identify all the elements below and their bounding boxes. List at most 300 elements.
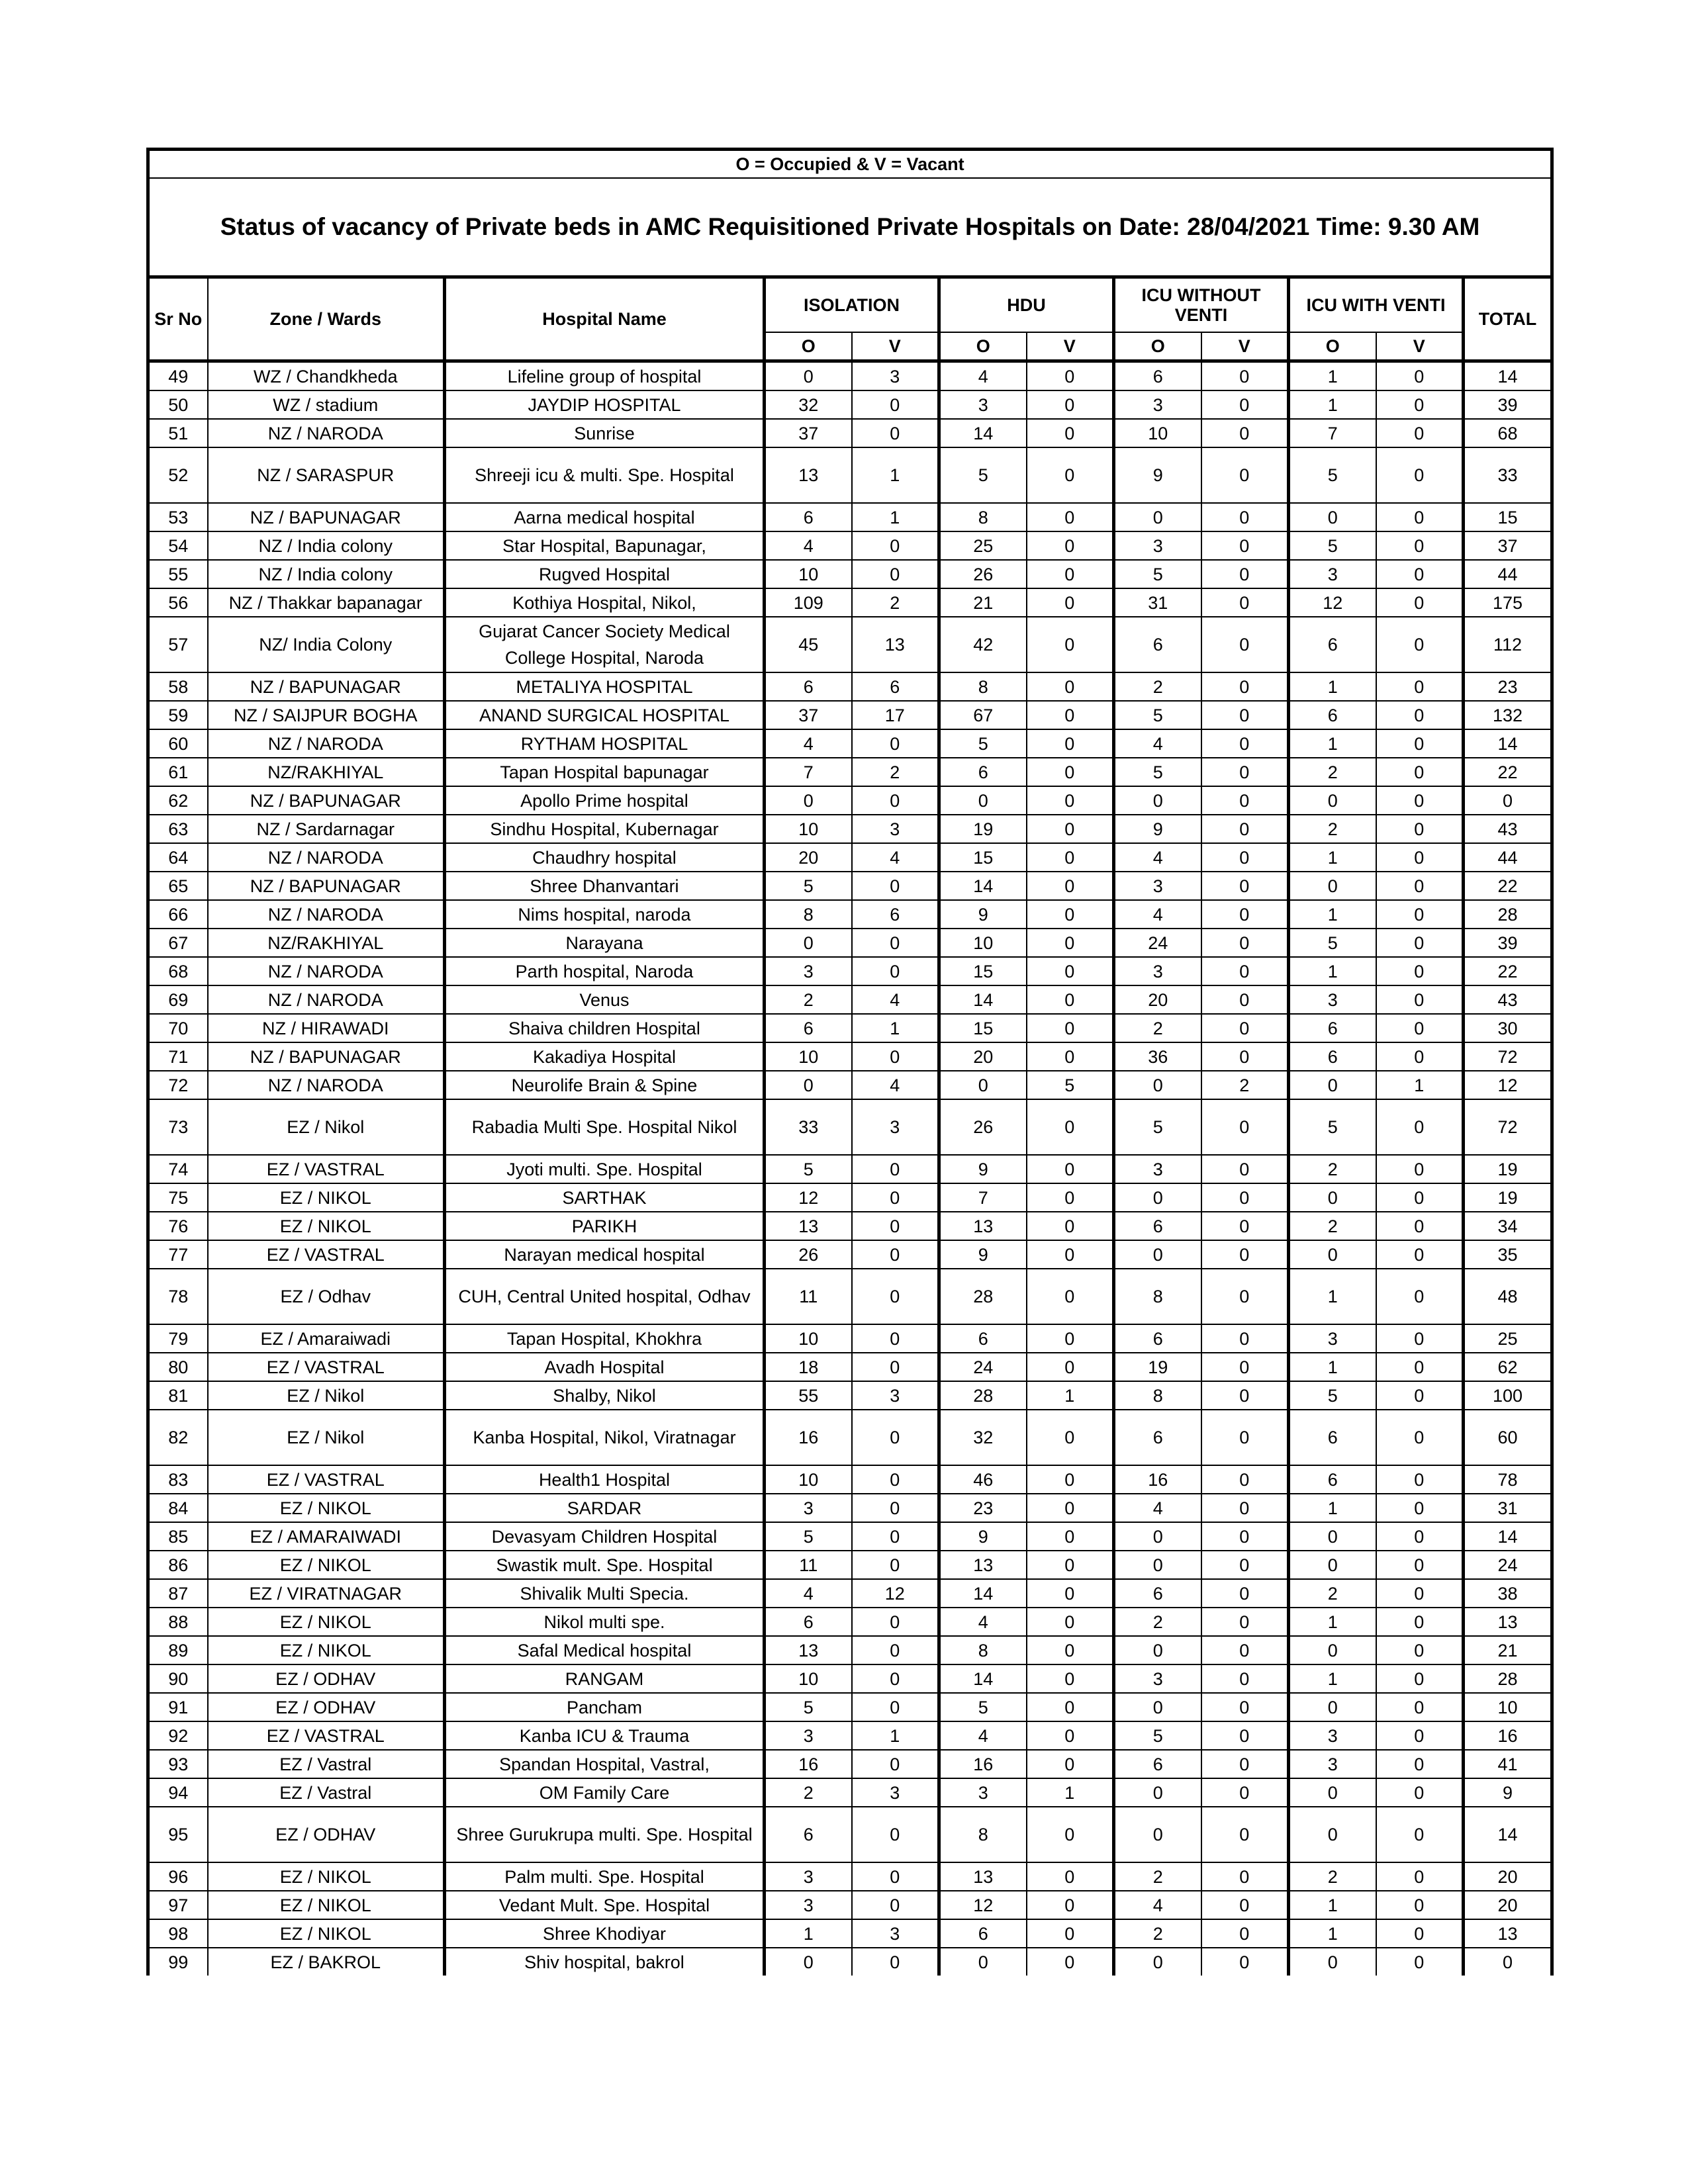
cell-icu-without-venti-o: 0 (1114, 786, 1201, 815)
cell-icu-with-venti-o: 0 (1289, 1240, 1376, 1269)
cell-isolation-o: 5 (765, 872, 852, 900)
table-row (148, 1750, 1552, 1778)
cell-isolation-o: 20 (765, 843, 852, 872)
cell-hdu-o: 6 (939, 1919, 1027, 1948)
cell-isolation-o: 8 (765, 900, 852, 929)
table-row (148, 1693, 1552, 1721)
cell-hospital-name: Kanba ICU & Trauma (445, 1721, 765, 1750)
table-row (148, 1099, 1552, 1155)
cell-zone: NZ / India colony (208, 560, 445, 588)
cell-icu-with-venti-v: 0 (1376, 1465, 1464, 1494)
cell-isolation-o: 55 (765, 1381, 852, 1410)
cell-icu-without-venti-o: 0 (1114, 1240, 1201, 1269)
cell-isolation-o: 7 (765, 758, 852, 786)
cell-hdu-v: 0 (1027, 1183, 1114, 1212)
cell-icu-with-venti-v: 0 (1376, 900, 1464, 929)
cell-icu-without-venti-o: 5 (1114, 560, 1201, 588)
cell-hdu-o: 20 (939, 1042, 1027, 1071)
cell-hdu-v: 0 (1027, 1551, 1114, 1579)
cell-hdu-v: 0 (1027, 617, 1114, 672)
cell-hdu-o: 28 (939, 1269, 1027, 1324)
cell-total: 23 (1464, 672, 1552, 701)
cell-icu-without-venti-o: 4 (1114, 1494, 1201, 1522)
cell-isolation-v: 4 (852, 985, 939, 1014)
cell-zone: EZ / BAKROL (208, 1948, 445, 1976)
cell-icu-with-venti-v: 0 (1376, 843, 1464, 872)
cell-hospital-name: Sindhu Hospital, Kubernagar (445, 815, 765, 843)
cell-isolation-v: 0 (852, 390, 939, 419)
table-row (148, 1410, 1552, 1465)
cell-zone: EZ / Odhav (208, 1269, 445, 1324)
cell-hospital-name: Venus (445, 985, 765, 1014)
cell-sr-no: 87 (148, 1579, 208, 1608)
table-row (148, 729, 1552, 758)
cell-hdu-o: 8 (939, 1636, 1027, 1664)
cell-hdu-v: 1 (1027, 1778, 1114, 1807)
cell-hdu-v: 0 (1027, 531, 1114, 560)
table-row (148, 1664, 1552, 1693)
cell-icu-without-venti-o: 4 (1114, 1891, 1201, 1919)
cell-hdu-v: 0 (1027, 1522, 1114, 1551)
cell-zone: EZ / ODHAV (208, 1664, 445, 1693)
cell-sr-no: 79 (148, 1324, 208, 1353)
cell-icu-with-venti-v: 0 (1376, 985, 1464, 1014)
cell-sr-no: 84 (148, 1494, 208, 1522)
cell-total: 14 (1464, 1807, 1552, 1862)
cell-total: 28 (1464, 1664, 1552, 1693)
table-row (148, 1636, 1552, 1664)
cell-zone: EZ / VASTRAL (208, 1721, 445, 1750)
cell-sr-no: 70 (148, 1014, 208, 1042)
cell-hdu-v: 0 (1027, 1664, 1114, 1693)
cell-icu-without-venti-o: 4 (1114, 900, 1201, 929)
cell-hospital-name: Kanba Hospital, Nikol, Viratnagar (445, 1410, 765, 1465)
cell-hdu-o: 42 (939, 617, 1027, 672)
cell-icu-without-venti-o: 24 (1114, 929, 1201, 957)
cell-hdu-v: 0 (1027, 672, 1114, 701)
cell-icu-without-venti-o: 6 (1114, 1212, 1201, 1240)
cell-hospital-name: Health1 Hospital (445, 1465, 765, 1494)
header-total: TOTAL (1464, 277, 1552, 361)
cell-isolation-v: 0 (852, 1353, 939, 1381)
cell-hdu-o: 10 (939, 929, 1027, 957)
cell-icu-without-venti-v: 0 (1201, 872, 1289, 900)
cell-icu-with-venti-v: 0 (1376, 1778, 1464, 1807)
cell-icu-with-venti-v: 0 (1376, 1693, 1464, 1721)
cell-hdu-v: 0 (1027, 957, 1114, 985)
cell-sr-no: 91 (148, 1693, 208, 1721)
cell-icu-with-venti-v: 0 (1376, 1721, 1464, 1750)
cell-isolation-v: 0 (852, 560, 939, 588)
cell-icu-with-venti-o: 1 (1289, 361, 1376, 391)
cell-hdu-v: 0 (1027, 1636, 1114, 1664)
cell-zone: NZ / BAPUNAGAR (208, 786, 445, 815)
cell-isolation-o: 11 (765, 1551, 852, 1579)
cell-hdu-o: 21 (939, 588, 1027, 617)
cell-icu-without-venti-v: 0 (1201, 1636, 1289, 1664)
cell-icu-without-venti-o: 3 (1114, 390, 1201, 419)
cell-isolation-o: 13 (765, 447, 852, 503)
cell-hospital-name: PARIKH (445, 1212, 765, 1240)
cell-icu-without-venti-v: 0 (1201, 815, 1289, 843)
cell-icu-without-venti-v: 0 (1201, 617, 1289, 672)
table-row (148, 390, 1552, 419)
cell-icu-without-venti-o: 9 (1114, 447, 1201, 503)
table-row (148, 361, 1552, 391)
cell-hospital-name: Narayana (445, 929, 765, 957)
cell-icu-with-venti-o: 2 (1289, 1155, 1376, 1183)
cell-icu-with-venti-o: 6 (1289, 1042, 1376, 1071)
cell-total: 13 (1464, 1608, 1552, 1636)
cell-icu-without-venti-v: 0 (1201, 1353, 1289, 1381)
cell-hdu-o: 8 (939, 672, 1027, 701)
cell-hdu-o: 24 (939, 1353, 1027, 1381)
cell-isolation-v: 0 (852, 729, 939, 758)
cell-hdu-v: 5 (1027, 1071, 1114, 1099)
cell-isolation-v: 0 (852, 1807, 939, 1862)
cell-isolation-v: 0 (852, 1693, 939, 1721)
table-row (148, 758, 1552, 786)
table-row (148, 1212, 1552, 1240)
cell-icu-with-venti-o: 1 (1289, 957, 1376, 985)
cell-sr-no: 60 (148, 729, 208, 758)
cell-total: 24 (1464, 1551, 1552, 1579)
cell-isolation-o: 13 (765, 1212, 852, 1240)
cell-isolation-o: 18 (765, 1353, 852, 1381)
cell-icu-with-venti-v: 0 (1376, 1522, 1464, 1551)
cell-hdu-o: 13 (939, 1862, 1027, 1891)
table-row (148, 957, 1552, 985)
header-icu-without-venti: ICU WITHOUT VENTI (1114, 277, 1289, 333)
cell-sr-no: 75 (148, 1183, 208, 1212)
cell-isolation-v: 0 (852, 1240, 939, 1269)
cell-icu-without-venti-v: 0 (1201, 1608, 1289, 1636)
cell-isolation-o: 37 (765, 419, 852, 447)
cell-icu-without-venti-o: 0 (1114, 1551, 1201, 1579)
cell-icu-without-venti-v: 0 (1201, 1014, 1289, 1042)
cell-isolation-o: 0 (765, 361, 852, 391)
table-row (148, 1919, 1552, 1948)
cell-sr-no: 86 (148, 1551, 208, 1579)
cell-total: 30 (1464, 1014, 1552, 1042)
cell-icu-without-venti-v: 0 (1201, 957, 1289, 985)
cell-icu-without-venti-o: 0 (1114, 1071, 1201, 1099)
cell-icu-without-venti-o: 9 (1114, 815, 1201, 843)
cell-isolation-v: 4 (852, 843, 939, 872)
cell-icu-without-venti-o: 4 (1114, 843, 1201, 872)
cell-icu-without-venti-v: 0 (1201, 390, 1289, 419)
cell-icu-with-venti-v: 0 (1376, 758, 1464, 786)
cell-isolation-o: 3 (765, 1862, 852, 1891)
cell-icu-without-venti-v: 0 (1201, 1212, 1289, 1240)
cell-icu-with-venti-o: 5 (1289, 1381, 1376, 1410)
cell-icu-without-venti-v: 0 (1201, 1948, 1289, 1976)
cell-sr-no: 69 (148, 985, 208, 1014)
cell-icu-without-venti-o: 0 (1114, 1636, 1201, 1664)
cell-icu-with-venti-o: 1 (1289, 1664, 1376, 1693)
cell-hospital-name: Shaiva children Hospital (445, 1014, 765, 1042)
cell-total: 60 (1464, 1410, 1552, 1465)
cell-icu-without-venti-v: 0 (1201, 900, 1289, 929)
table-row (148, 588, 1552, 617)
cell-zone: NZ / BAPUNAGAR (208, 672, 445, 701)
cell-icu-with-venti-v: 0 (1376, 531, 1464, 560)
cell-icu-without-venti-v: 0 (1201, 447, 1289, 503)
cell-hdu-o: 14 (939, 419, 1027, 447)
cell-icu-with-venti-o: 7 (1289, 419, 1376, 447)
cell-icu-with-venti-v: 0 (1376, 815, 1464, 843)
cell-total: 22 (1464, 957, 1552, 985)
cell-total: 16 (1464, 1721, 1552, 1750)
table-row (148, 1551, 1552, 1579)
cell-zone: NZ/ India Colony (208, 617, 445, 672)
cell-isolation-v: 17 (852, 701, 939, 729)
cell-isolation-v: 0 (852, 419, 939, 447)
cell-icu-with-venti-o: 1 (1289, 1891, 1376, 1919)
cell-icu-with-venti-v: 0 (1376, 1664, 1464, 1693)
cell-icu-without-venti-o: 8 (1114, 1269, 1201, 1324)
cell-total: 13 (1464, 1919, 1552, 1948)
cell-isolation-v: 6 (852, 672, 939, 701)
cell-total: 39 (1464, 929, 1552, 957)
cell-icu-without-venti-o: 3 (1114, 957, 1201, 985)
table-row (148, 1183, 1552, 1212)
cell-icu-with-venti-o: 0 (1289, 1551, 1376, 1579)
cell-isolation-o: 10 (765, 1042, 852, 1071)
cell-icu-with-venti-o: 2 (1289, 1862, 1376, 1891)
cell-zone: NZ / HIRAWADI (208, 1014, 445, 1042)
cell-icu-with-venti-v: 1 (1376, 1071, 1464, 1099)
cell-icu-without-venti-v: 0 (1201, 1522, 1289, 1551)
cell-icu-with-venti-o: 6 (1289, 1410, 1376, 1465)
cell-sr-no: 54 (148, 531, 208, 560)
cell-isolation-o: 2 (765, 1778, 852, 1807)
cell-icu-with-venti-v: 0 (1376, 1807, 1464, 1862)
cell-hdu-o: 8 (939, 1807, 1027, 1862)
cell-hdu-o: 32 (939, 1410, 1027, 1465)
cell-isolation-o: 0 (765, 1948, 852, 1976)
cell-icu-with-venti-v: 0 (1376, 1155, 1464, 1183)
cell-isolation-o: 5 (765, 1522, 852, 1551)
cell-sr-no: 78 (148, 1269, 208, 1324)
cell-hospital-name: Lifeline group of hospital (445, 361, 765, 391)
cell-icu-with-venti-o: 3 (1289, 1721, 1376, 1750)
cell-hdu-v: 0 (1027, 447, 1114, 503)
cell-zone: EZ / NIKOL (208, 1212, 445, 1240)
cell-icu-without-venti-v: 0 (1201, 1807, 1289, 1862)
cell-isolation-v: 0 (852, 1269, 939, 1324)
cell-icu-without-venti-v: 0 (1201, 929, 1289, 957)
cell-isolation-v: 0 (852, 929, 939, 957)
cell-sr-no: 61 (148, 758, 208, 786)
cell-icu-with-venti-v: 0 (1376, 1891, 1464, 1919)
cell-isolation-v: 2 (852, 758, 939, 786)
cell-total: 34 (1464, 1212, 1552, 1240)
cell-zone: EZ / VASTRAL (208, 1465, 445, 1494)
cell-hdu-v: 0 (1027, 1750, 1114, 1778)
table-row (148, 560, 1552, 588)
cell-isolation-v: 2 (852, 588, 939, 617)
cell-icu-with-venti-o: 6 (1289, 1465, 1376, 1494)
cell-hdu-o: 67 (939, 701, 1027, 729)
cell-total: 22 (1464, 872, 1552, 900)
cell-icu-without-venti-v: 0 (1201, 1778, 1289, 1807)
cell-icu-with-venti-v: 0 (1376, 1862, 1464, 1891)
cell-zone: EZ / Vastral (208, 1750, 445, 1778)
cell-hospital-name: ANAND SURGICAL HOSPITAL (445, 701, 765, 729)
table-row (148, 929, 1552, 957)
cell-hdu-v: 0 (1027, 1212, 1114, 1240)
cell-zone: EZ / NIKOL (208, 1551, 445, 1579)
cell-hdu-o: 0 (939, 786, 1027, 815)
cell-zone: NZ / BAPUNAGAR (208, 872, 445, 900)
header-isolation: ISOLATION (765, 277, 939, 333)
cell-icu-with-venti-o: 1 (1289, 1269, 1376, 1324)
cell-sr-no: 72 (148, 1071, 208, 1099)
table-row (148, 419, 1552, 447)
cell-icu-with-venti-v: 0 (1376, 1324, 1464, 1353)
cell-sr-no: 67 (148, 929, 208, 957)
cell-isolation-o: 11 (765, 1269, 852, 1324)
cell-total: 132 (1464, 701, 1552, 729)
table-row (148, 1014, 1552, 1042)
table-row (148, 786, 1552, 815)
cell-isolation-o: 3 (765, 1721, 852, 1750)
cell-hospital-name: Rugved Hospital (445, 560, 765, 588)
cell-hospital-name: Kothiya Hospital, Nikol, (445, 588, 765, 617)
header-sr-no: Sr No (148, 277, 208, 361)
cell-total: 19 (1464, 1183, 1552, 1212)
cell-icu-with-venti-v: 0 (1376, 1381, 1464, 1410)
header-hdu: HDU (939, 277, 1114, 333)
cell-icu-with-venti-v: 0 (1376, 1183, 1464, 1212)
cell-icu-without-venti-o: 5 (1114, 1099, 1201, 1155)
table-row (148, 1948, 1552, 1976)
cell-icu-with-venti-v: 0 (1376, 1579, 1464, 1608)
cell-isolation-v: 0 (852, 1750, 939, 1778)
cell-icu-without-venti-v: 0 (1201, 1919, 1289, 1948)
cell-isolation-o: 0 (765, 1071, 852, 1099)
cell-total: 25 (1464, 1324, 1552, 1353)
cell-hospital-name: Tapan Hospital, Khokhra (445, 1324, 765, 1353)
cell-hdu-o: 26 (939, 1099, 1027, 1155)
cell-zone: EZ / VIRATNAGAR (208, 1579, 445, 1608)
cell-icu-without-venti-v: 0 (1201, 588, 1289, 617)
cell-zone: NZ / NARODA (208, 900, 445, 929)
cell-icu-without-venti-v: 0 (1201, 1240, 1289, 1269)
cell-zone: NZ / NARODA (208, 985, 445, 1014)
cell-isolation-v: 13 (852, 617, 939, 672)
cell-hospital-name: Nims hospital, naroda (445, 900, 765, 929)
cell-icu-with-venti-v: 0 (1376, 1919, 1464, 1948)
cell-icu-without-venti-v: 0 (1201, 1324, 1289, 1353)
cell-icu-with-venti-o: 1 (1289, 1353, 1376, 1381)
cell-hospital-name: Rabadia Multi Spe. Hospital Nikol (445, 1099, 765, 1155)
cell-icu-with-venti-o: 0 (1289, 1807, 1376, 1862)
cell-hdu-v: 0 (1027, 1324, 1114, 1353)
cell-icu-with-venti-v: 0 (1376, 1042, 1464, 1071)
bed-vacancy-table (146, 148, 1554, 1976)
cell-icu-with-venti-v: 0 (1376, 361, 1464, 391)
cell-hospital-name: Palm multi. Spe. Hospital (445, 1862, 765, 1891)
cell-hdu-o: 0 (939, 1071, 1027, 1099)
cell-icu-with-venti-o: 3 (1289, 1324, 1376, 1353)
cell-hdu-v: 0 (1027, 390, 1114, 419)
cell-sr-no: 57 (148, 617, 208, 672)
cell-hospital-name: Gujarat Cancer Society Medical College Hospital, Naroda (445, 617, 765, 672)
cell-total: 43 (1464, 985, 1552, 1014)
cell-sr-no: 65 (148, 872, 208, 900)
table-row (148, 503, 1552, 531)
cell-icu-without-venti-v: 0 (1201, 672, 1289, 701)
cell-hdu-v: 0 (1027, 729, 1114, 758)
cell-isolation-v: 0 (852, 1948, 939, 1976)
cell-hospital-name: CUH, Central United hospital, Odhav (445, 1269, 765, 1324)
table-row (148, 1042, 1552, 1071)
cell-icu-without-venti-v: 0 (1201, 1693, 1289, 1721)
cell-hdu-o: 13 (939, 1551, 1027, 1579)
cell-icu-without-venti-o: 20 (1114, 985, 1201, 1014)
cell-icu-without-venti-o: 3 (1114, 531, 1201, 560)
cell-icu-without-venti-v: 0 (1201, 1551, 1289, 1579)
cell-sr-no: 82 (148, 1410, 208, 1465)
cell-hdu-o: 5 (939, 729, 1027, 758)
cell-icu-without-venti-v: 0 (1201, 1750, 1289, 1778)
cell-icu-without-venti-o: 19 (1114, 1353, 1201, 1381)
cell-hdu-v: 0 (1027, 503, 1114, 531)
cell-icu-without-venti-v: 0 (1201, 1155, 1289, 1183)
cell-isolation-o: 5 (765, 1693, 852, 1721)
table-row (148, 1862, 1552, 1891)
cell-icu-without-venti-v: 0 (1201, 985, 1289, 1014)
cell-icu-with-venti-v: 0 (1376, 1014, 1464, 1042)
cell-total: 41 (1464, 1750, 1552, 1778)
cell-hdu-o: 15 (939, 957, 1027, 985)
cell-sr-no: 77 (148, 1240, 208, 1269)
cell-hdu-o: 14 (939, 1579, 1027, 1608)
cell-hospital-name: Neurolife Brain & Spine (445, 1071, 765, 1099)
cell-icu-without-venti-v: 0 (1201, 503, 1289, 531)
cell-total: 38 (1464, 1579, 1552, 1608)
cell-hospital-name: Safal Medical hospital (445, 1636, 765, 1664)
cell-zone: EZ / ODHAV (208, 1807, 445, 1862)
cell-sr-no: 73 (148, 1099, 208, 1155)
cell-hospital-name: Narayan medical hospital (445, 1240, 765, 1269)
cell-isolation-o: 10 (765, 560, 852, 588)
cell-icu-without-venti-o: 0 (1114, 1948, 1201, 1976)
cell-icu-with-venti-o: 0 (1289, 872, 1376, 900)
cell-isolation-o: 4 (765, 1579, 852, 1608)
cell-hospital-name: Shreeji icu & multi. Spe. Hospital (445, 447, 765, 503)
cell-isolation-v: 0 (852, 957, 939, 985)
cell-isolation-o: 0 (765, 929, 852, 957)
cell-total: 37 (1464, 531, 1552, 560)
cell-sr-no: 74 (148, 1155, 208, 1183)
cell-hdu-v: 0 (1027, 1579, 1114, 1608)
cell-hospital-name: Pancham (445, 1693, 765, 1721)
cell-hdu-o: 5 (939, 447, 1027, 503)
table-row (148, 1579, 1552, 1608)
cell-sr-no: 98 (148, 1919, 208, 1948)
cell-hdu-o: 14 (939, 872, 1027, 900)
header-icu-with-venti-o: O (1289, 332, 1376, 361)
cell-isolation-o: 10 (765, 815, 852, 843)
cell-isolation-o: 10 (765, 1465, 852, 1494)
cell-total: 0 (1464, 786, 1552, 815)
cell-icu-with-venti-o: 6 (1289, 617, 1376, 672)
cell-icu-with-venti-o: 1 (1289, 843, 1376, 872)
cell-isolation-o: 16 (765, 1410, 852, 1465)
